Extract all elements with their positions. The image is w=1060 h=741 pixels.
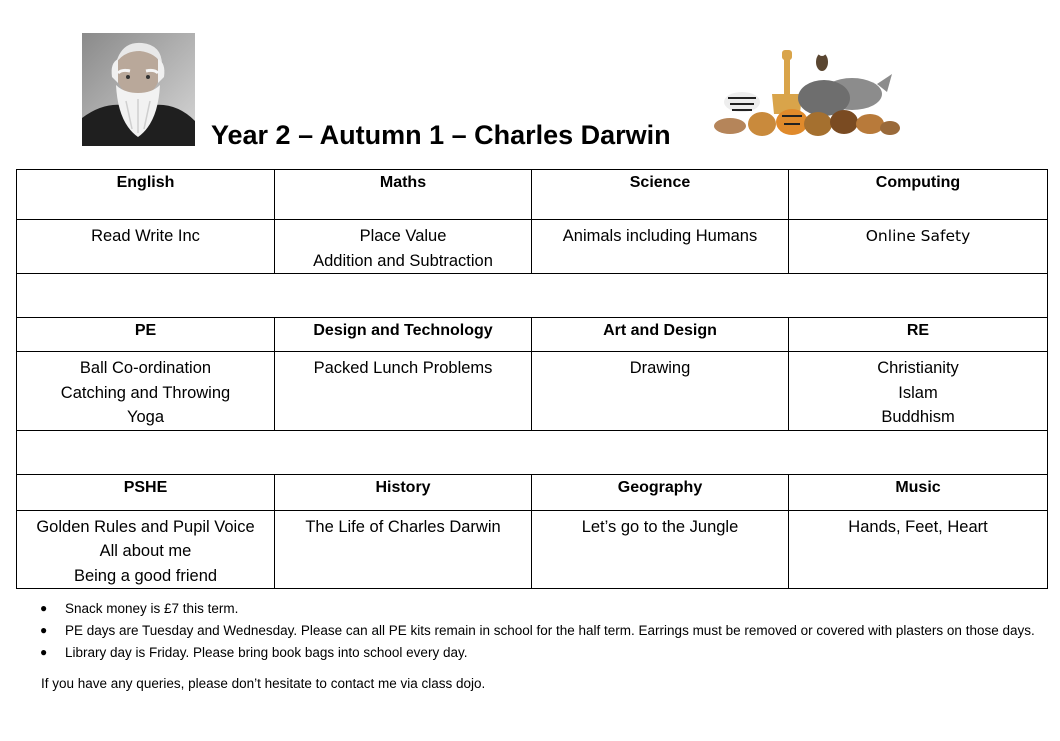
note-text: Snack money is £7 this term. bbox=[65, 601, 239, 616]
page-title: Year 2 – Autumn 1 – Charles Darwin bbox=[211, 120, 671, 150]
header-row bbox=[17, 474, 1048, 510]
content-line: The Life of Charles Darwin bbox=[305, 517, 501, 536]
content-line: Catching and Throwing bbox=[60, 383, 231, 402]
subject-content bbox=[789, 352, 1048, 431]
subject-content bbox=[532, 352, 789, 431]
content-row bbox=[17, 352, 1048, 431]
subject-content bbox=[789, 220, 1048, 274]
content-line: Drawing bbox=[629, 359, 691, 377]
subject-heading: RE bbox=[789, 318, 1048, 352]
header-row bbox=[17, 318, 1048, 352]
note-item bbox=[40, 598, 1040, 619]
subject-content bbox=[789, 510, 1048, 589]
content-line: Let’s go to the Jungle bbox=[581, 517, 739, 536]
curriculum-table bbox=[16, 169, 1048, 589]
spacer-cell bbox=[17, 274, 1048, 318]
content-line: Packed Lunch Problems bbox=[313, 359, 493, 377]
notes-section bbox=[40, 598, 1040, 694]
subject-heading: History bbox=[275, 474, 532, 510]
bullet-icon: ● bbox=[40, 623, 48, 637]
note-text: Library day is Friday. Please bring book bags into school every day. bbox=[65, 645, 468, 660]
content-line: Animals including Humans bbox=[562, 227, 758, 245]
content-line: Being a good friend bbox=[73, 566, 218, 585]
content-line: Hands, Feet, Heart bbox=[848, 517, 988, 536]
content-line: Yoga bbox=[126, 408, 165, 426]
bullet-icon: ● bbox=[40, 601, 48, 615]
bullet-icon: ● bbox=[40, 645, 48, 659]
content-line: Buddhism bbox=[881, 408, 955, 426]
content-line: Golden Rules and Pupil Voice bbox=[36, 517, 255, 536]
subject-heading: Computing bbox=[789, 170, 1048, 220]
content-row bbox=[17, 220, 1048, 274]
subject-heading: PE bbox=[17, 318, 275, 352]
header-row bbox=[17, 170, 1048, 220]
subject-content bbox=[532, 220, 789, 274]
contact-footer: If you have any queries, please don’t hesitate to contact me via class dojo. bbox=[41, 676, 486, 691]
spacer-row bbox=[17, 430, 1048, 474]
subject-heading: Design and Technology bbox=[275, 318, 532, 352]
note-text: PE days are Tuesday and Wednesday. Please can all PE kits remain in school for the half term. Earrings must be removed or covered with plasters on those days. bbox=[65, 623, 1035, 638]
animals-illustration bbox=[712, 44, 902, 142]
subject-heading: Music bbox=[789, 474, 1048, 510]
spacer-row bbox=[17, 274, 1048, 318]
note-item bbox=[40, 620, 1040, 641]
spacer-cell bbox=[17, 430, 1048, 474]
content-line: All about me bbox=[99, 542, 192, 560]
subject-heading: Geography bbox=[532, 474, 789, 510]
subject-content bbox=[275, 352, 532, 431]
content-line: Online Safety bbox=[865, 227, 971, 245]
subject-heading: Science bbox=[532, 170, 789, 220]
subject-heading: English bbox=[17, 170, 275, 220]
subject-heading: PSHE bbox=[17, 474, 275, 510]
content-line: Place Value bbox=[359, 227, 447, 245]
content-line: Ball Co-ordination bbox=[79, 359, 212, 377]
notes-list bbox=[40, 598, 1040, 663]
note-item bbox=[40, 642, 1040, 663]
subject-content bbox=[17, 352, 275, 431]
content-line: Islam bbox=[898, 383, 938, 402]
subject-heading: Maths bbox=[275, 170, 532, 220]
charles-darwin-portrait bbox=[82, 33, 195, 146]
content-line: Addition and Subtraction bbox=[313, 251, 493, 270]
subject-content bbox=[275, 510, 532, 589]
subject-heading: Art and Design bbox=[532, 318, 789, 352]
subject-content bbox=[17, 220, 275, 274]
content-line: Read Write Inc bbox=[91, 227, 200, 245]
content-line: Christianity bbox=[877, 359, 959, 377]
content-row bbox=[17, 510, 1048, 589]
subject-content bbox=[275, 220, 532, 274]
subject-content bbox=[532, 510, 789, 589]
subject-content bbox=[17, 510, 275, 589]
